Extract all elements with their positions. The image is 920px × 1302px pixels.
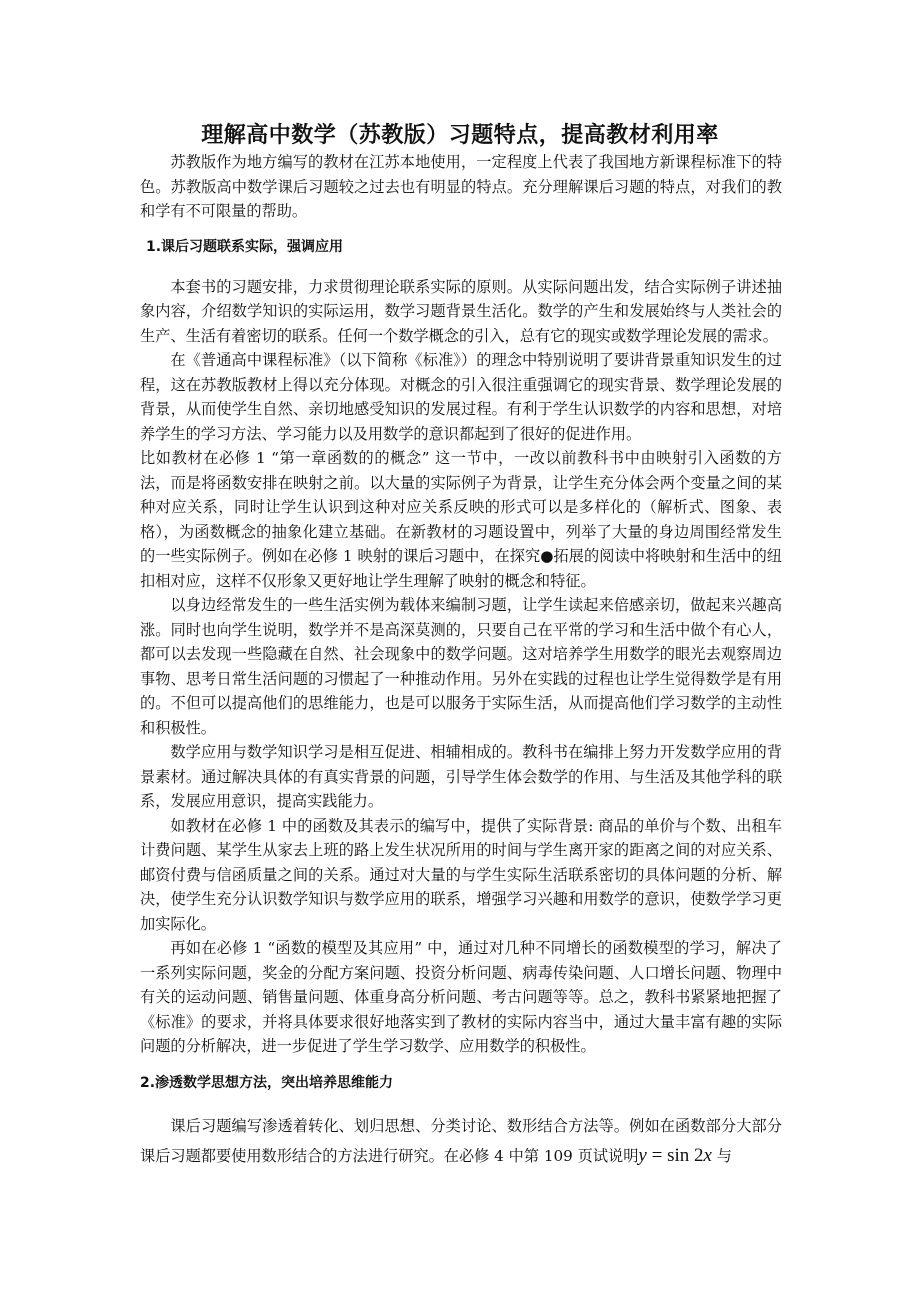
formula-y-equals-sin-2x xyxy=(638,1145,712,1166)
section-2-heading: 2.渗透数学思想方法，突出培养思维能力 xyxy=(140,1074,394,1091)
section-1-paragraph-1: 本套书的习题安排，力求贯彻理论联系实际的原则。从实际问题出发，结合实际例子讲述抽象内容，介绍数学知识的实际运用，数学习题背景生活化。数学的产生和发展始终与人类社会的生产、生活有着密切的联系。任何一个数学概念的引入，总有它的现实或数学理论发展的需求。 xyxy=(140,277,782,345)
section-1-paragraph-6: 如教材在必修 1 中的函数及其表示的编写中，提供了实际背景: 商品的单价与个数、出租车计费问题、某学生从家去上班的路上发生状况所用的时间与学生离开家的距离之间的对应关系、邮资付费与信函质量之间的关系。通过对大量的与学生实际生活联系密切的具体问题的分析、解决，使学生充分认识数学知识与数学应用的联系，增强学习兴趣和用数学的意识，使数学学习更加实际化。 xyxy=(140,816,782,933)
formula-variable-y: y xyxy=(638,1144,647,1166)
document-title: 理解高中数学（苏教版）习题特点，提高教材利用率 xyxy=(201,123,719,148)
section-1-paragraph-4: 以身边经常发生的一些生活实例为载体来编制习题，让学生读起来倍感亲切，做起来兴趣高涨。同时也向学生说明，数学并不是高深莫测的，只要自己在平常的学习和生活中做个有心人，都可以去发现一些隐藏在自然、社会现象中的数学问题。这对培养学生用数学的眼光去观察周边事物、思考日常生活问题的习惯起了一种推动作用。另外在实践的过程也让学生觉得数学是有用的。不但可以提高他们的思维能力，也是可以服务于实际生活，从而提高他们学习数学的主动性和积极性。 xyxy=(140,596,782,737)
intro-paragraph: 苏教版作为地方编写的教材在江苏本地使用，一定程度上代表了我国地方新课程标准下的特色。苏教版高中数学课后习题较之过去也有明显的特点。充分理解课后习题的特点，对我们的教和学有不可限量的帮助。 xyxy=(140,153,782,220)
document-body xyxy=(140,150,782,1171)
formula-equals: = xyxy=(646,1144,668,1166)
section-2-paragraph-1-text: 课后习题编写渗透着转化、划归思想、分类讨论、数形结合方法等。例如在函数部分大部分课后习题都要使用数形结合的方法进行研究。在必修 4 中第 109 页试说明 xyxy=(140,1116,782,1165)
section-1-paragraph-5: 数学应用与数学知识学习是相互促进、相辅相成的。教科书在编排上努力开发数学应用的背景素材。通过解决具体的有真实背景的问题，引导学生体会数学的作用、与生活及其他学科的联系，发展应用意识，提高实践能力。 xyxy=(140,743,782,810)
formula-variable-x: x xyxy=(703,1144,712,1166)
formula-sin-2: sin 2 xyxy=(667,1144,704,1166)
section-1-paragraph-3: 比如教材在必修 1 “第一章函数的的概念” 这一节中，一改以前教科书中由映射引入函数的方法，而是将函数安排在映射之前。以大量的实际例子为背景，让学生充分体会两个变量之间的某种对应关系，同时让学生认识到这种对应关系反映的形式可以是多样化的（解析式、图象、表格），为函数概念的抽象化建立基础。在新教材的习题设置中，列举了大量的身边周围经常发生的一些实际例子。例如在必修 1 映射的课后习题中，在探究●拓展的阅读中将映射和生活中的纽扣相对应，这样不仅形象又更好地让学生理解了映射的概念和特征。 xyxy=(140,449,782,590)
section-2-paragraph-1 xyxy=(140,1111,782,1171)
section-1-heading: 1.课后习题联系实际，强调应用 xyxy=(146,238,344,255)
section-1-paragraph-2: 在《普通高中课程标准》（以下简称《标准》）的理念中特别说明了要讲背景重知识发生的过程，这在苏教版教材上得以充分体现。对概念的引入很注重强调它的现实背景、数学理论发展的背景，从而使学生自然、亲切地感受知识的发展过程。有利于学生认识数学的内容和思想，对培养学生的学习方法、学习能力以及用数学的意识都起到了很好的促进作用。 xyxy=(140,351,782,443)
section-2-paragraph-1-tail: 与 xyxy=(716,1146,732,1165)
section-1-paragraph-7: 再如在必修 1 “函数的模型及其应用” 中，通过对几种不同增长的函数模型的学习，解决了一系列实际问题，奖金的分配方案问题、投资分析问题、病毒传染问题、人口增长问题、物理中有关的运动问题、销售量问题、体重身高分析问题、考古问题等等。总之，教科书紧紧地把握了《标准》的要求，并将具体要求很好地落实到了教材的实际内容当中，通过大量丰富有趣的实际问题的分析解决，进一步促进了学生学习数学、应用数学的积极性。 xyxy=(140,939,782,1055)
